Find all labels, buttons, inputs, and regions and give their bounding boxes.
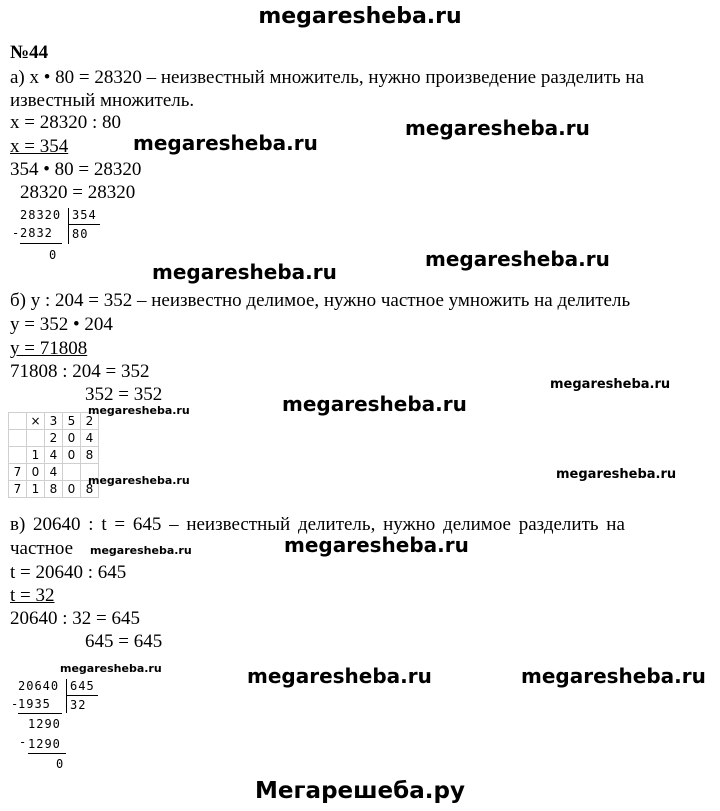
grid-cell: 2	[45, 430, 63, 447]
part-b-check: 71808 : 204 = 352	[10, 361, 150, 382]
division-a-minus: -	[12, 226, 21, 240]
grid-cell	[9, 413, 27, 430]
part-a-answer: x = 354	[10, 136, 69, 157]
division-a-vline	[68, 208, 69, 244]
grid-cell	[9, 447, 27, 464]
watermark: megaresheba.ru	[282, 392, 467, 416]
division-c-minus-1: -	[11, 697, 20, 711]
watermark: megaresheba.ru	[247, 664, 432, 688]
division-a-hline	[68, 224, 100, 225]
division-a-dividend: 28320	[20, 208, 62, 222]
division-c-subtrahend-1: 1935	[18, 697, 51, 711]
part-b-answer: y = 71808	[10, 338, 88, 359]
watermark: megaresheba.ru	[521, 664, 706, 688]
watermark: megaresheba.ru	[90, 544, 192, 557]
part-c-answer: t = 32	[10, 585, 55, 606]
watermark: megaresheba.ru	[556, 467, 677, 482]
watermark: megaresheba.ru	[550, 377, 671, 392]
watermark: megaresheba.ru	[425, 247, 610, 271]
watermark: megaresheba.ru	[88, 474, 190, 487]
grid-cell: 0	[63, 481, 81, 498]
grid-row	[9, 464, 99, 481]
grid-cell: 0	[63, 447, 81, 464]
part-b-multiplication-grid	[8, 412, 99, 498]
part-a-statement-line1: а) x • 80 = 28320 – неизвестный множитель, нужно произведение разделить на	[10, 67, 645, 88]
grid-cell	[63, 464, 81, 481]
problem-number: №44	[10, 42, 49, 63]
part-c-solve: t = 20640 : 645	[10, 562, 127, 583]
division-a-result-line	[20, 243, 62, 244]
watermark: megaresheba.ru	[405, 116, 590, 140]
watermark: megaresheba.ru	[284, 533, 469, 557]
part-a-check-result: 28320 = 28320	[20, 182, 136, 203]
grid-cell: 2	[81, 413, 99, 430]
part-c-statement-line2: частное	[10, 538, 74, 559]
part-a-check: 354 • 80 = 28320	[10, 159, 142, 180]
grid-cell: 1	[27, 447, 45, 464]
division-a-remainder: 0	[49, 248, 58, 262]
grid-row	[9, 430, 99, 447]
division-a-divisor: 354	[72, 208, 97, 222]
division-c-remainder: 0	[56, 757, 65, 771]
grid-cell: 0	[63, 430, 81, 447]
grid-cell: 4	[45, 447, 63, 464]
grid-cell: 8	[81, 447, 99, 464]
division-c-quotient: 32	[70, 698, 87, 712]
division-c-hline	[66, 695, 98, 696]
grid-cell: 7	[9, 481, 27, 498]
division-c-subtrahend-2: 1290	[28, 737, 61, 751]
grid-cell: ×	[27, 413, 45, 430]
part-c-check: 20640 : 32 = 645	[10, 608, 140, 629]
part-c-statement-line1: в) 20640 : t = 645 – неизвестный делитель, нужно делимое разделить на	[10, 514, 625, 535]
grid-cell: 4	[45, 464, 63, 481]
division-a-quotient: 80	[72, 227, 89, 241]
grid-cell: 8	[45, 481, 63, 498]
watermark: megaresheba.ru	[88, 404, 190, 417]
division-c-dividend: 20640	[18, 679, 60, 693]
division-c-partial: 1290	[28, 717, 61, 731]
grid-cell: 4	[81, 430, 99, 447]
grid-cell	[27, 430, 45, 447]
grid-row	[9, 447, 99, 464]
part-b-statement: б) y : 204 = 352 – неизвестно делимое, нужно частное умножить на делитель	[10, 290, 631, 311]
part-c-check-result: 645 = 645	[85, 631, 163, 652]
site-header: megaresheba.ru	[258, 4, 462, 29]
division-c-minus-2: -	[19, 735, 28, 749]
division-c-line-1	[18, 713, 62, 714]
watermark: megaresheba.ru	[133, 131, 318, 155]
division-c-divisor: 645	[70, 679, 95, 693]
grid-cell: 1	[27, 481, 45, 498]
grid-cell	[9, 430, 27, 447]
part-a-solve: x = 28320 : 80	[10, 112, 121, 133]
site-footer: Мегарешеба.ру	[255, 778, 465, 804]
division-c-vline	[66, 679, 67, 713]
division-a-subtrahend: 2832	[20, 226, 53, 240]
grid-row	[9, 413, 99, 430]
grid-cell: 0	[27, 464, 45, 481]
grid-cell: 5	[63, 413, 81, 430]
watermark: megaresheba.ru	[152, 260, 337, 284]
part-a-statement-line2: известный множитель.	[10, 90, 195, 111]
watermark: megaresheba.ru	[60, 662, 162, 675]
grid-row	[9, 481, 99, 498]
grid-cell: 7	[9, 464, 27, 481]
part-b-solve: y = 352 • 204	[10, 314, 113, 335]
division-c-line-2	[28, 753, 66, 754]
grid-cell: 8	[81, 481, 99, 498]
part-b-check-result: 352 = 352	[85, 384, 163, 405]
grid-cell: 3	[45, 413, 63, 430]
